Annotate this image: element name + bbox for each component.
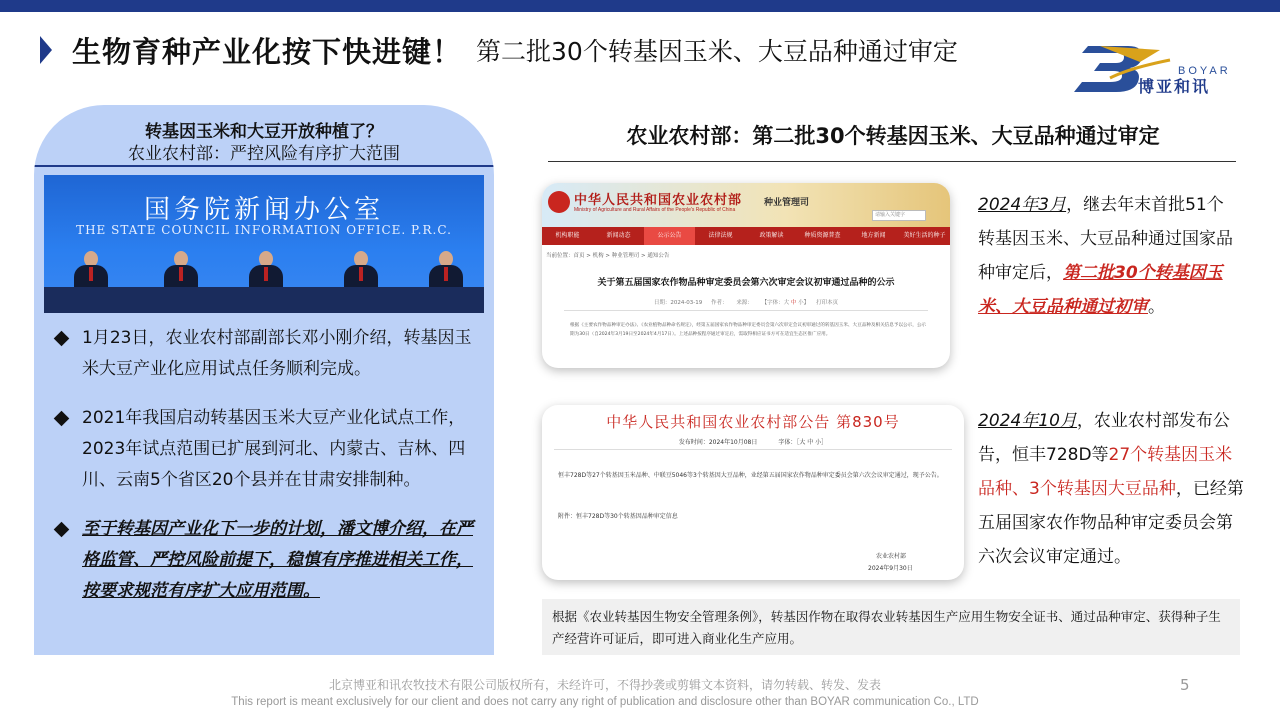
- march-date: 2024年3月: [978, 195, 1067, 215]
- page-title: 生物育种产业化按下快进键！: [72, 34, 463, 69]
- announcement-meta: [542, 437, 964, 446]
- regulation-note-text: 根据《农业转基因生物安全管理条例》，转基因作物在取得农业转基因生产应用生物安全证书、通过品种审定、获得种子生产经营许可证后，即可进入商业化生产应用。: [552, 609, 1221, 646]
- notice-heading: 关于第五届国家农作物品种审定委员会第六次审定会议初审通过品种的公示: [597, 278, 895, 288]
- march-summary: [978, 188, 1240, 324]
- march-end: 。: [1148, 297, 1165, 317]
- bullet-list: [52, 323, 482, 625]
- october-highlight-soy: 3个转基因大豆品种: [1029, 479, 1176, 499]
- website-nav-item: 美好生活的种子: [903, 232, 946, 239]
- notice-font-prefix: 【字体：: [761, 300, 784, 306]
- website-nav-item: 机构职能: [555, 232, 580, 239]
- website-nav-item: 政策解读: [759, 232, 784, 239]
- logo-text-en: BOYAR: [1178, 65, 1231, 77]
- right-section-divider: [548, 161, 1236, 162]
- logo-text-cn: 博亚和讯: [1138, 77, 1211, 96]
- notice-font-mid: 中: [790, 300, 797, 306]
- list-item: [52, 403, 482, 496]
- announcement-signature-date: 2024年9月30日: [868, 565, 913, 572]
- notice-source: 来源：: [736, 300, 753, 306]
- title-arrow-icon: [40, 36, 52, 64]
- notice-print: 打印本页: [816, 300, 839, 306]
- photo-backdrop-en: THE STATE COUNCIL INFORMATION OFFICE. P.R.C.: [76, 223, 452, 237]
- right-section-title: 农业农村部：第二批30个转基因玉米、大豆品种通过审定: [626, 124, 1160, 148]
- website-nav-item: 地方新闻: [861, 232, 886, 239]
- photo-backdrop-cn: 国务院新闻办公室: [143, 195, 384, 225]
- march-highlight: 第二批30个转基因玉米、大豆品种通过初审: [978, 263, 1223, 317]
- october-summary: [978, 404, 1248, 574]
- website-section-name: 种业管理司: [764, 198, 810, 208]
- announcement-body: 恒丰728D等27个转基因玉米品种、中联豆5046等3个转基因大豆品种，业经第五届国家农作物品种审定委员会第六次会议审定通过，现予公告。: [558, 472, 943, 479]
- left-panel-divider: [34, 165, 494, 167]
- page-subtitle: 第二批30个转基因玉米、大豆品种通过审定: [476, 37, 958, 66]
- announcement-signature-org: 农业农村部: [876, 553, 907, 560]
- website-breadcrumb: 当前位置：首页 > 机构 > 种业管理司 > 通知公告: [546, 253, 670, 259]
- list-item: [52, 514, 482, 607]
- notice-divider: [564, 310, 928, 311]
- bullet-text: 2021年我国启动转基因玉米大豆产业化试点工作，2023年试点范围已扩展到河北、内蒙古、吉林、四川、云南5个省区20个县并在甘肃安排制种。: [82, 408, 466, 490]
- page-number: 5: [1180, 676, 1190, 694]
- october-highlight-corn: 27个转基因玉米品种: [978, 445, 1233, 499]
- notice-font-small: 小: [798, 300, 804, 306]
- notice-font-large: 大: [783, 300, 790, 306]
- left-panel: [34, 105, 494, 655]
- website-nav-item: 种质资源普查: [804, 232, 841, 239]
- top-accent-bar: [0, 0, 1280, 12]
- announcement-title: 中华人民共和国农业农村部公告 第830号: [606, 413, 900, 431]
- website-nav: [542, 227, 950, 245]
- left-panel-heading: 转基因玉米和大豆开放种植了？: [145, 122, 383, 142]
- notice-meta: [542, 298, 950, 306]
- diamond-bullet-icon: [54, 411, 70, 427]
- october-end: ，已经第五届国家农作物品种审定委员会第六次会议审定通过。: [978, 479, 1244, 567]
- list-item: [52, 323, 482, 385]
- notice-author: 作者：: [711, 300, 728, 306]
- website-org-name-en: Ministry of Agriculture and Rural Affairs of the People's Republic of China: [574, 207, 736, 213]
- website-nav-item: 法律法规: [708, 232, 733, 239]
- diamond-bullet-icon: [54, 331, 70, 347]
- footer-copyright-cn: 北京博亚和讯农牧技术有限公司版权所有，未经许可，不得抄袭或剪辑文本资料，请勿转载、转发、发表: [328, 678, 881, 692]
- diamond-bullet-icon: [54, 522, 70, 538]
- website-nav-item: 公示公告: [644, 227, 695, 245]
- left-panel-subheading: 农业农村部：严控风险有序扩大范围: [128, 144, 400, 164]
- announcement-attachment: 附件：恒丰728D等30个转基因品种审定信息: [558, 513, 678, 520]
- october-date: 2024年10月: [978, 411, 1077, 431]
- october-text: ，农业农村部发布公告，恒丰728D等: [978, 411, 1230, 465]
- footer-copyright-en: This report is meant exclusively for our client and does not carry any right of publication and disclosure other than BOYAR communication Co., LTD: [231, 696, 979, 708]
- notice-font-suffix: 】: [803, 300, 810, 306]
- notice-date: 日期：2024-03-19: [653, 300, 703, 306]
- october-sep: 、: [1012, 479, 1029, 499]
- moa-website-screenshot: [542, 183, 950, 368]
- announcement-divider: [554, 449, 952, 450]
- announcement-screenshot: [542, 405, 964, 580]
- regulation-note: [542, 599, 1240, 655]
- national-emblem-icon: [548, 191, 570, 213]
- website-org-name: 中华人民共和国农业农村部: [574, 193, 743, 208]
- announcement-date: 发布时间：2024年10月08日: [678, 439, 758, 446]
- bullet-text: 至于转基因产业化下一步的计划，潘文博介绍，在严格监管、严控风险前提下，稳慎有序推进相关工作，按要求规范有序扩大应用范围。: [82, 519, 473, 601]
- bullet-text: 1月23日，农业农村部副部长邓小刚介绍，转基因玉米大豆产业化应用试点任务顺利完成。: [82, 328, 472, 379]
- press-conference-photo: [44, 175, 484, 313]
- march-text: ，继去年末首批51个转基因玉米、大豆品种通过国家品种审定后，: [978, 195, 1233, 283]
- announcement-font: 字体：［大 中 小］: [778, 439, 828, 446]
- notice-body: 根据《主要农作物品种审定办法》、《农业植物品种命名规定》，经第五届国家农作物品种审定委员会第六次审定会议初审通过的转基因玉米、大豆品种及相关信息予以公示，公示期为30日（自2024年3月19日至2024年4月17日）。上述品种按程序通过审定后，需取得相应证书方可在适宜生态区推广应用。: [570, 323, 927, 337]
- website-search-input: 请输入关键字: [872, 210, 926, 221]
- conference-desk: [44, 287, 484, 313]
- page-title-row: [40, 30, 958, 70]
- website-nav-item: 新闻动态: [606, 232, 631, 239]
